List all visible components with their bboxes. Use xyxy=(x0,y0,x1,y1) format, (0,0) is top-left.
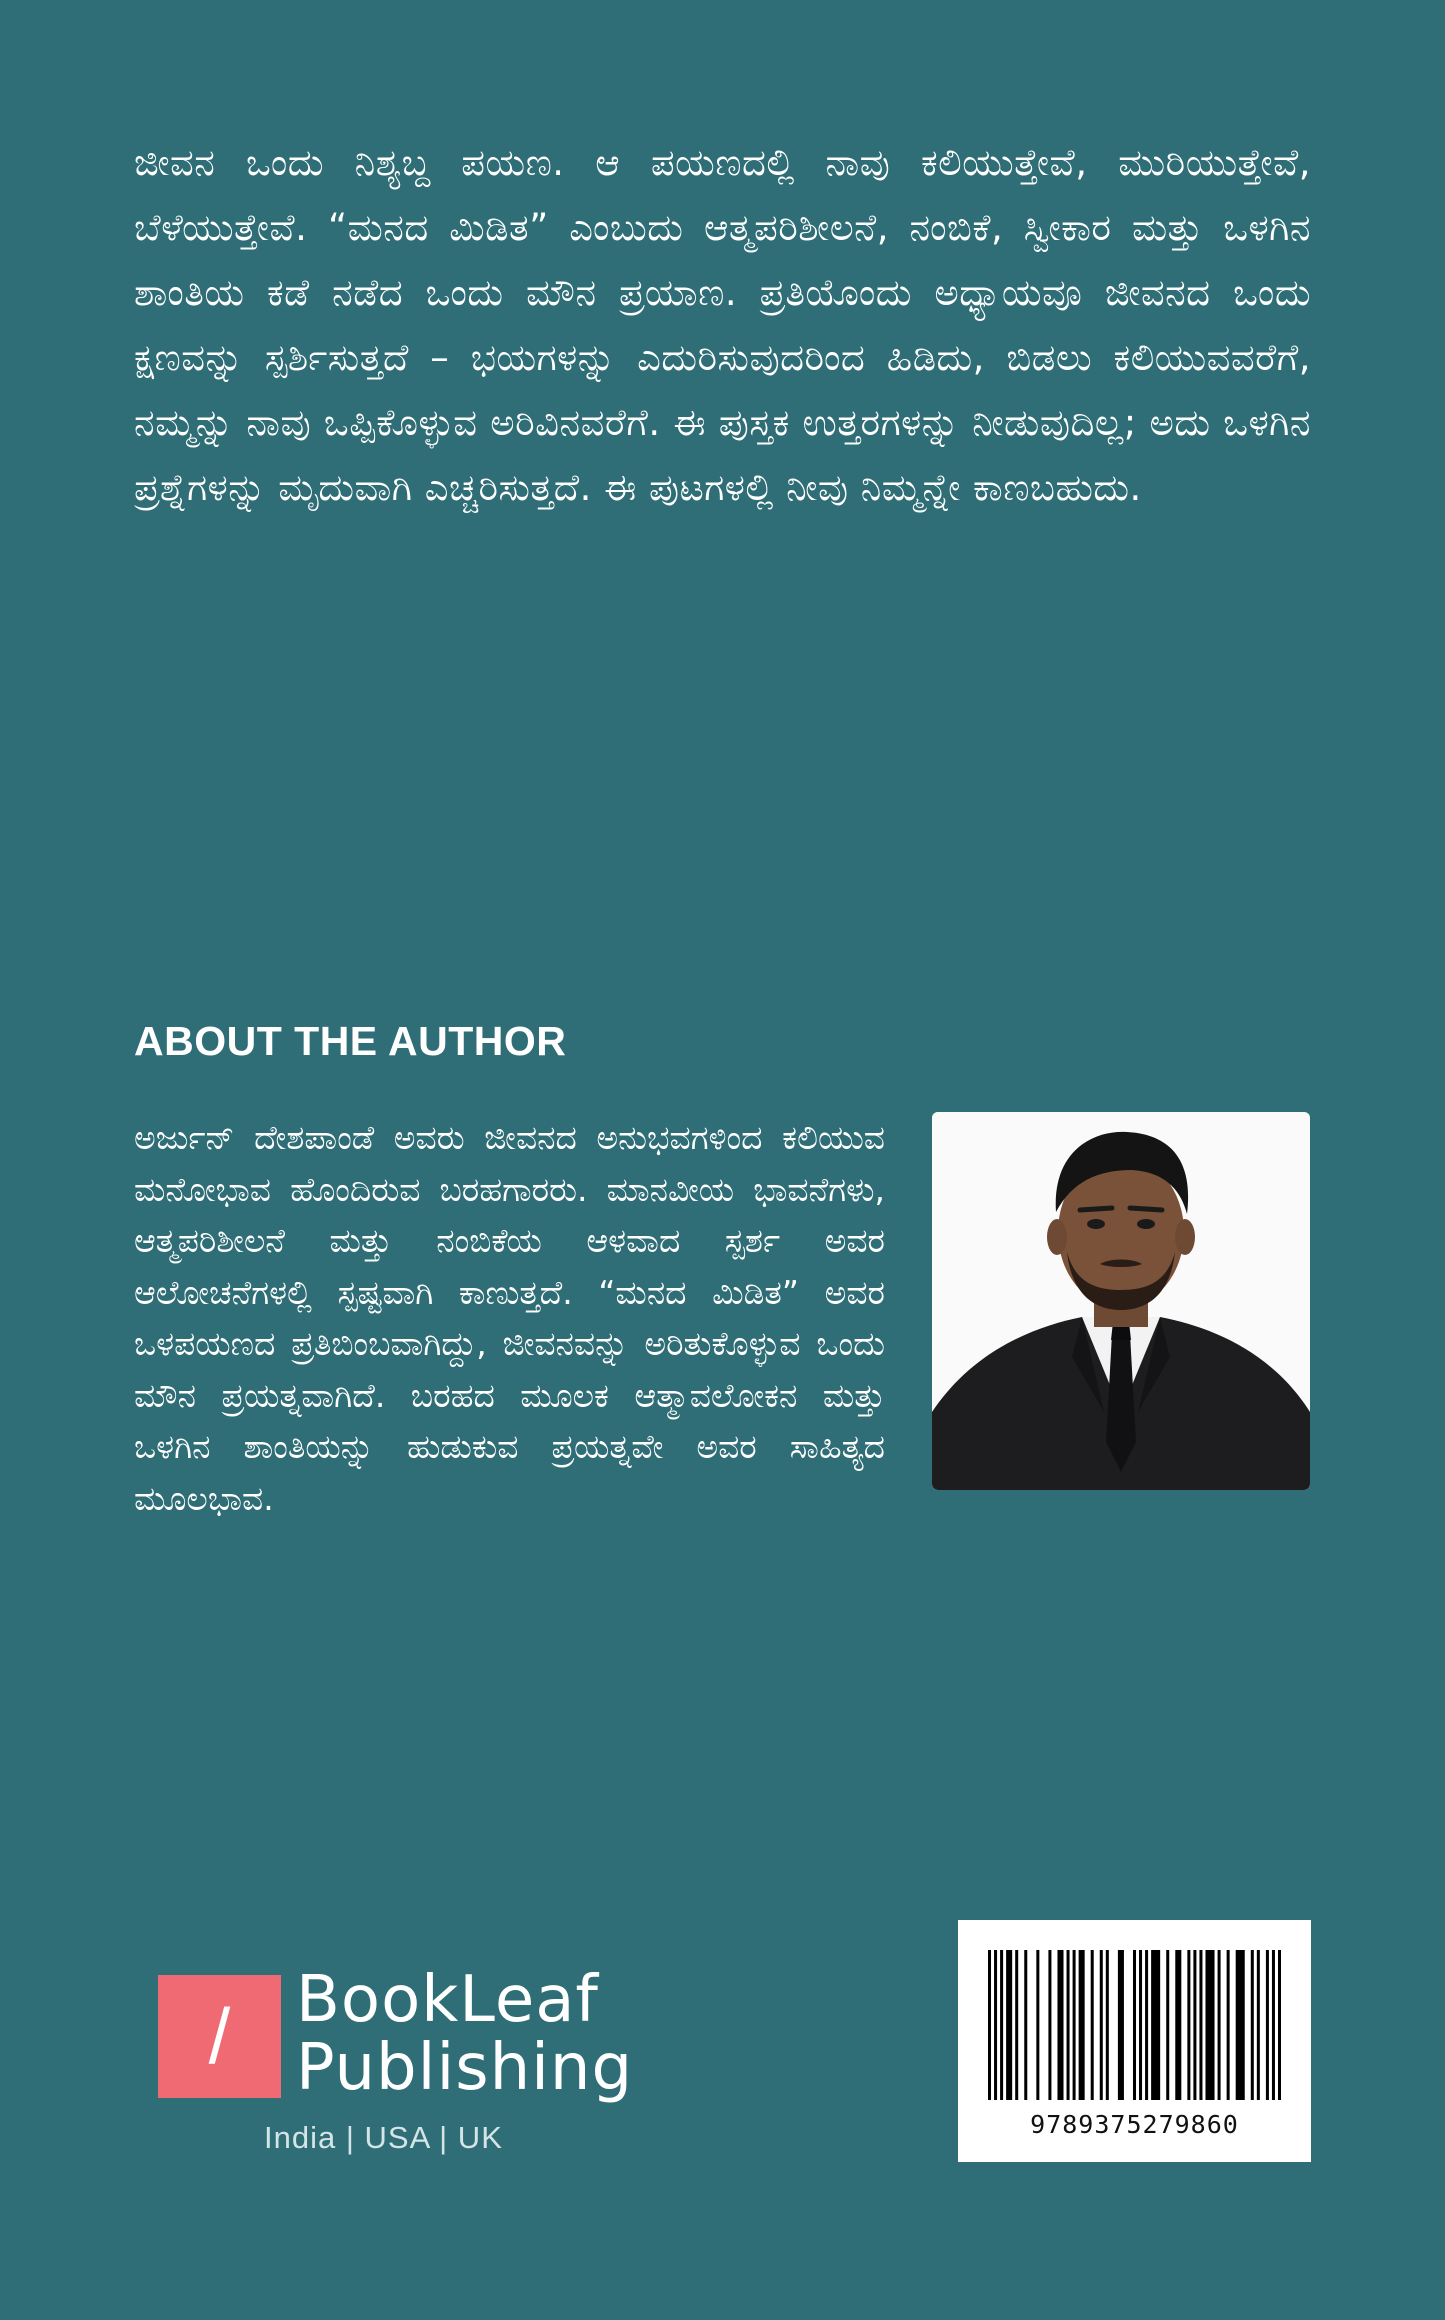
publisher-regions: India | USA | UK xyxy=(264,2120,503,2155)
barcode-bar xyxy=(1266,1950,1269,2100)
barcode-bar xyxy=(1057,1950,1063,2100)
publisher-logo-square xyxy=(158,1975,281,2098)
publisher-name-line2: Publishing xyxy=(296,2031,634,2105)
book-blurb: ಜೀವನ ಒಂದು ನಿಶ್ಯಬ್ದ ಪಯಣ. ಆ ಪಯಣದಲ್ಲಿ ನಾವು ಕಲಿಯುತ್ತೇವೆ, ಮುರಿಯುತ್ತೇವೆ, ಬೆಳೆಯುತ್ತೇವೆ. “ಮನದ ಮಿಡಿತ” ಎಂಬುದು ಆತ್ಮಪರಿಶೀಲನೆ, ನಂಬಿಕೆ, ಸ್ವೀಕಾರ ಮತ್ತು ಒಳಗಿನ ಶಾಂತಿಯ ಕಡೆ ನಡೆದ ಒಂದು ಮೌನ ಪ್ರಯಾಣ. ಪ್ರತಿಯೊಂದು ಅಧ್ಯಾಯವೂ ಜೀವನದ ಒಂದು ಕ್ಷಣವನ್ನು ಸ್ಪರ್ಶಿಸುತ್ತದೆ – ಭಯಗಳನ್ನು ಎದುರಿಸುವುದರಿಂದ ಹಿಡಿದು, ಬಿಡಲು ಕಲಿಯುವವರೆಗೆ, ನಮ್ಮನ್ನು ನಾವು ಒಪ್ಪಿಕೊಳ್ಳುವ ಅರಿವಿನವರೆಗೆ. ಈ ಪುಸ್ತಕ ಉತ್ತರಗಳನ್ನು ನೀಡುವುದಿಲ್ಲ; ಅದು ಒಳಗಿನ ಪ್ರಶ್ನೆಗಳನ್ನು ಮೃದುವಾಗಿ ಎಚ್ಚರಿಸುತ್ತದೆ. ಈ ಪುಟಗಳಲ್ಲಿ ನೀವು ನಿಮ್ಮನ್ನೇ ಕಾಣಬಹುದು. xyxy=(134,141,1311,509)
barcode-bar xyxy=(1205,1950,1214,2100)
barcode-bar xyxy=(1236,1950,1245,2100)
barcode-bar xyxy=(1199,1950,1202,2100)
barcode-bar xyxy=(994,1950,997,2100)
barcode-bar xyxy=(1048,1950,1051,2100)
barcode-bar xyxy=(1151,1950,1160,2100)
publisher-logo xyxy=(158,1963,634,2165)
barcode-bar xyxy=(1000,1950,1003,2100)
barcode-bar xyxy=(1257,1950,1260,2100)
barcode-bar xyxy=(1175,1950,1181,2100)
barcode-bar xyxy=(1100,1950,1103,2100)
barcode-bar xyxy=(1067,1950,1070,2100)
barcode-bar xyxy=(1133,1950,1136,2100)
barcode-bar xyxy=(1118,1950,1124,2100)
barcode-bar xyxy=(1251,1950,1254,2100)
barcode-bar xyxy=(1073,1950,1076,2100)
barcode-bar xyxy=(1024,1950,1027,2100)
barcode-bar xyxy=(1015,1950,1018,2100)
barcode-bar xyxy=(988,1950,991,2100)
isbn-number: 9789375279860 xyxy=(1030,2110,1239,2139)
barcode-bar xyxy=(1091,1950,1094,2100)
barcode-bar xyxy=(1106,1950,1109,2100)
barcode-bar xyxy=(1145,1950,1148,2100)
barcode-bar xyxy=(1139,1950,1142,2100)
barcode-bar xyxy=(1278,1950,1281,2100)
barcode-bars xyxy=(988,1950,1281,2100)
about-author-heading: ABOUT THE AUTHOR xyxy=(134,1018,567,1064)
publisher-name-line1: BookLeaf xyxy=(296,1963,599,2037)
barcode-bar xyxy=(1166,1950,1169,2100)
barcode-bar xyxy=(1036,1950,1039,2100)
barcode-bar xyxy=(1193,1950,1196,2100)
barcode-bar xyxy=(1187,1950,1190,2100)
barcode-bar xyxy=(1218,1950,1221,2100)
barcode-bar xyxy=(1006,1950,1012,2100)
barcode-bar xyxy=(1272,1950,1275,2100)
author-bio: ಅರ್ಜುನ್ ದೇಶಪಾಂಡೆ ಅವರು ಜೀವನದ ಅನುಭವಗಳಿಂದ ಕಲಿಯುವ ಮನೋಭಾವ ಹೊಂದಿರುವ ಬರಹಗಾರರು. ಮಾನವೀಯ ಭಾವನೆಗಳು, ಆತ್ಮಪರಿಶೀಲನೆ ಮತ್ತು ನಂಬಿಕೆಯ ಆಳವಾದ ಸ್ಪರ್ಶ ಅವರ ಆಲೋಚನೆಗಳಲ್ಲಿ ಸ್ಪಷ್ಟವಾಗಿ ಕಾಣುತ್ತದೆ. “ಮನದ ಮಿಡಿತ” ಅವರ ಒಳಪಯಣದ ಪ್ರತಿಬಿಂಬವಾಗಿದ್ದು, ಜೀವನವನ್ನು ಅರಿತುಕೊಳ್ಳುವ ಒಂದು ಮೌನ ಪ್ರಯತ್ನವಾಗಿದೆ. ಬರಹದ ಮೂಲಕ ಆತ್ಮಾವಲೋಕನ ಮತ್ತು ಒಳಗಿನ ಶಾಂತಿಯನ್ನು ಹುಡುಕುವ ಪ್ರಯತ್ನವೇ ಅವರ ಸಾಹಿತ್ಯದ ಮೂಲಭಾವ. xyxy=(134,1118,885,1518)
isbn-barcode xyxy=(958,1920,1311,2162)
barcode-bar xyxy=(1079,1950,1085,2100)
slash-mark: / xyxy=(208,1992,231,2080)
barcode-bar xyxy=(1227,1950,1230,2100)
author-photo xyxy=(932,1112,1310,1490)
